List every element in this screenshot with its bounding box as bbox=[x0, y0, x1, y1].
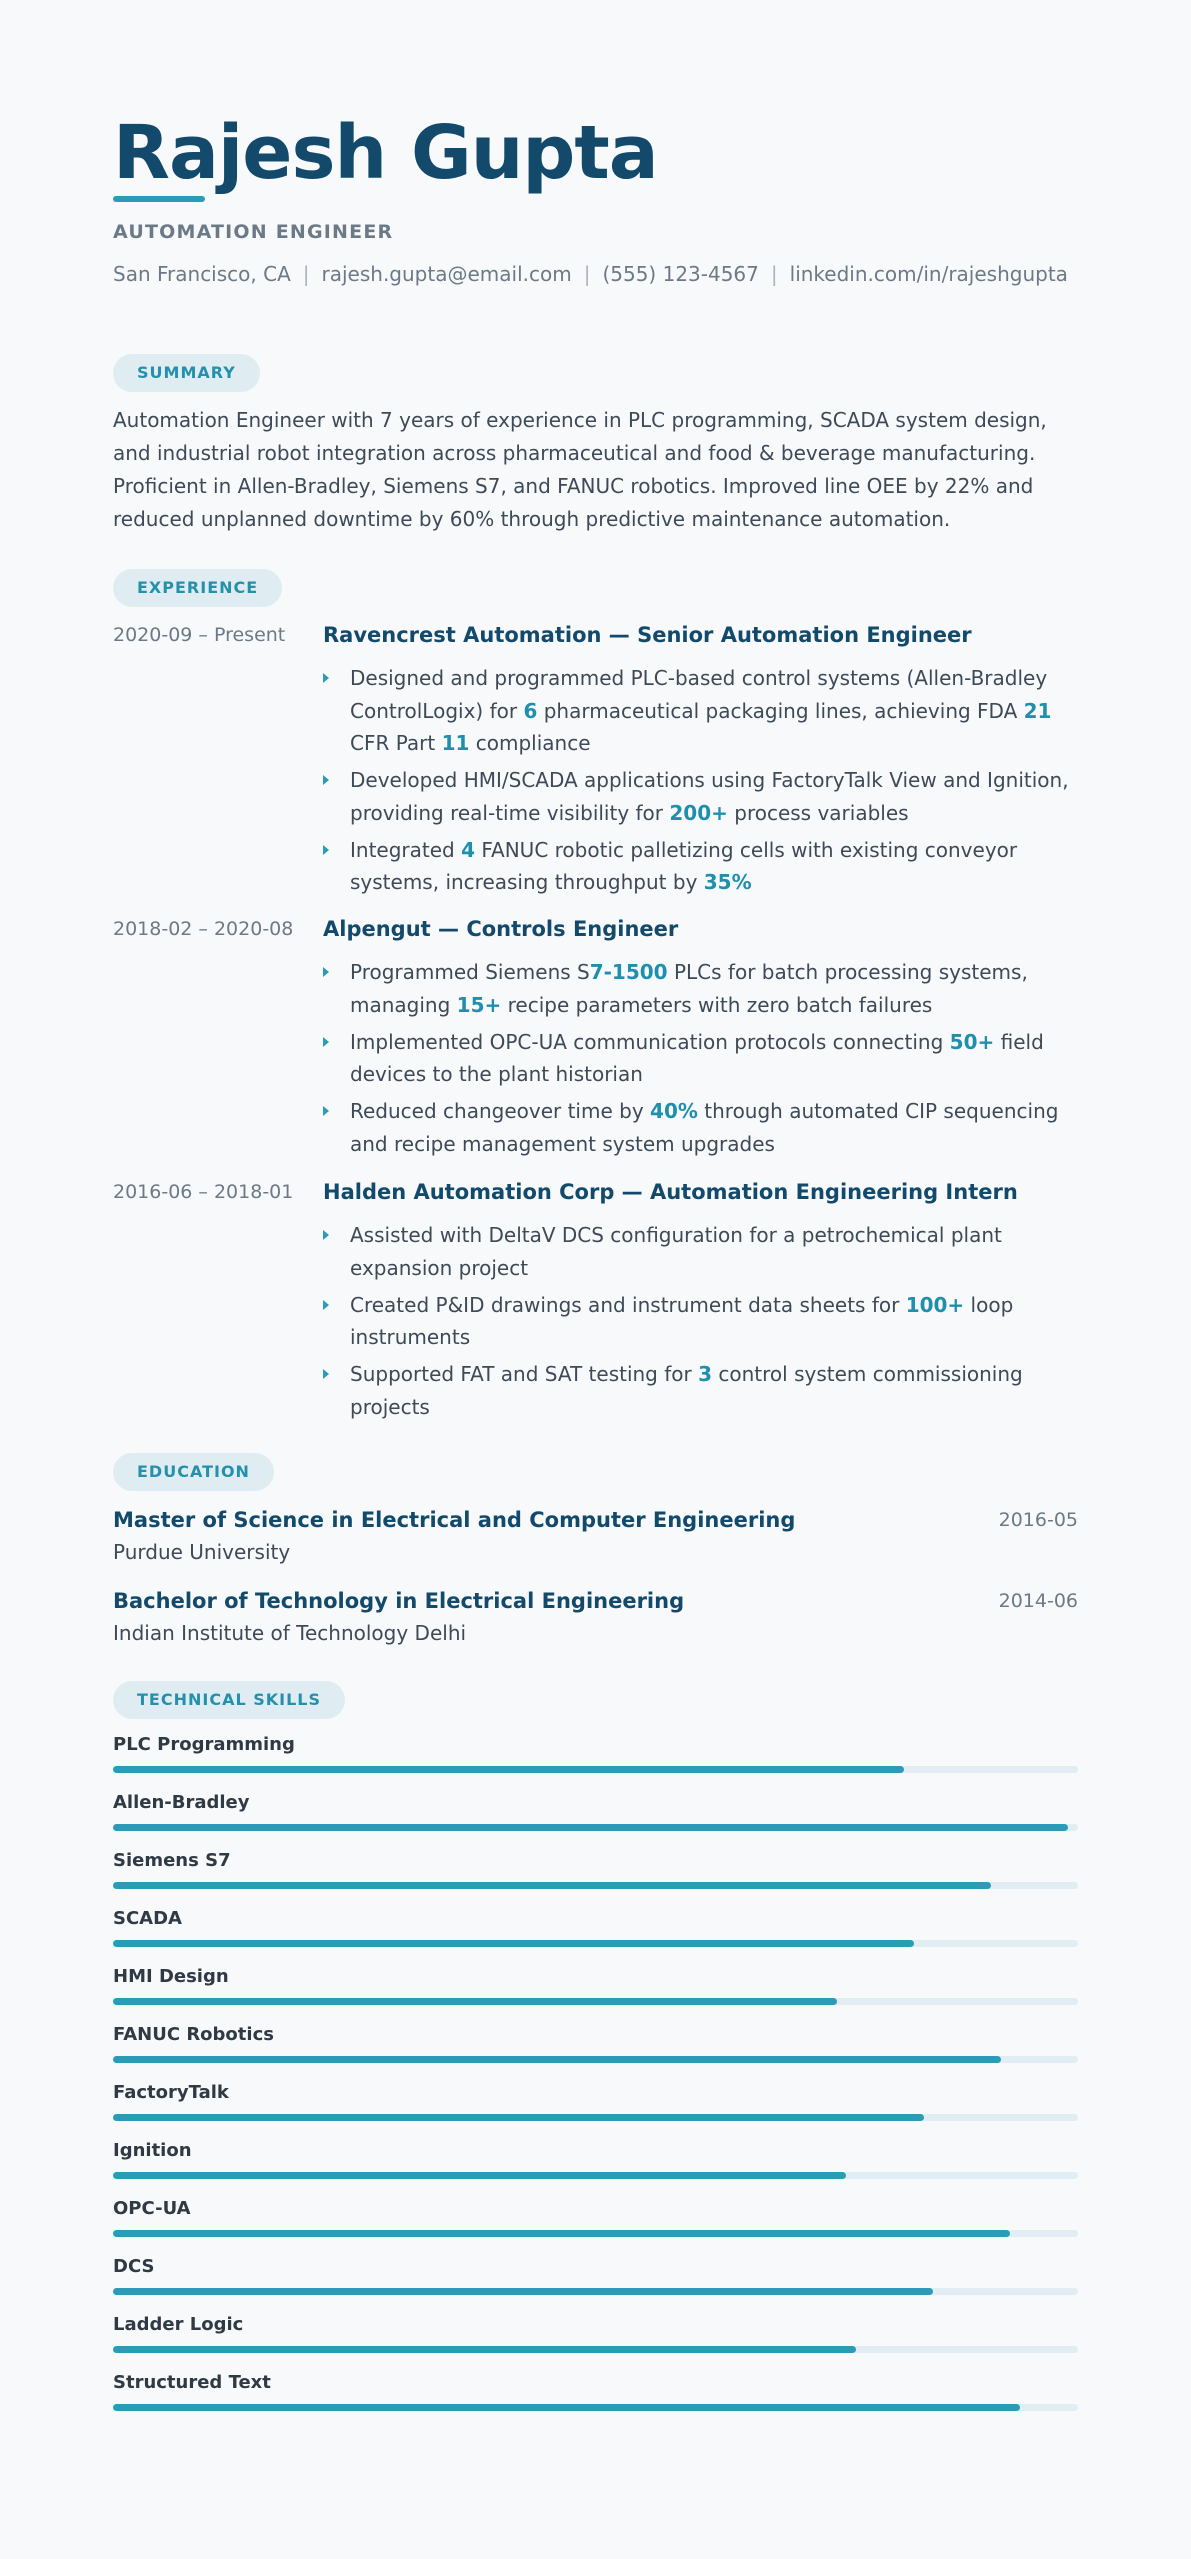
skill-level-fill bbox=[113, 1766, 904, 1773]
contact-separator: | bbox=[302, 262, 310, 286]
bullet-text: Programmed Siemens S bbox=[350, 960, 590, 984]
name-accent-bar bbox=[113, 196, 205, 202]
skill-level-track bbox=[113, 2114, 1078, 2121]
bullet-text: compliance bbox=[469, 731, 591, 755]
school-name: Indian Institute of Technology Delhi bbox=[113, 1621, 467, 1645]
skill-level-track bbox=[113, 2230, 1078, 2237]
contact-linkedin[interactable]: linkedin.com/in/rajeshgupta bbox=[789, 262, 1068, 286]
bullet-arrow-icon bbox=[323, 845, 329, 855]
graduation-date: 2014-06 bbox=[998, 1590, 1078, 1612]
degree-name: Master of Science in Electrical and Computer Engineering bbox=[113, 1508, 796, 1532]
skill-level-fill bbox=[113, 1940, 914, 1947]
candidate-name: Rajesh Gupta bbox=[113, 110, 658, 196]
bullet-text: Supported FAT and SAT testing for bbox=[350, 1362, 699, 1386]
skill-level-track bbox=[113, 2288, 1078, 2295]
highlight-metric: 21 bbox=[1023, 698, 1052, 723]
skill-name: SCADA bbox=[113, 1908, 182, 1929]
skill-row bbox=[113, 2140, 1078, 2198]
contact-separator: | bbox=[770, 262, 778, 286]
bullet-text: Integrated bbox=[350, 837, 462, 862]
job-date: 2018-02 – 2020-08 bbox=[113, 918, 294, 940]
bullet-arrow-icon bbox=[323, 775, 329, 785]
skill-name: FANUC Robotics bbox=[113, 2024, 274, 2045]
skill-name: FactoryTalk bbox=[113, 2082, 229, 2103]
skill-name: PLC Programming bbox=[113, 1734, 295, 1755]
skill-row bbox=[113, 1908, 1078, 1966]
skill-level-fill bbox=[113, 2288, 933, 2295]
job-title: AUTOMATION ENGINEER bbox=[113, 221, 394, 243]
job-bullet bbox=[323, 1289, 1078, 1354]
job-heading: Alpengut — Controls Engineer bbox=[323, 917, 679, 941]
summary-text: Automation Engineer with 7 years of experience in PLC programming, SCADA system design, and industrial robot integration across pharmaceutical and food & beverage manufacturing. Proficient in Allen-Bradley, Siemens S7, and FANUC robotics. Improved line OEE by 22% and reduced unplanned downtime by 60% through predictive maintenance automation. bbox=[113, 408, 1047, 531]
skills-list bbox=[113, 1734, 1078, 2430]
highlight-metric: 100+ bbox=[905, 1292, 965, 1317]
bullet-text: recipe parameters with zero batch failures bbox=[501, 992, 933, 1017]
job-bullet bbox=[323, 956, 1078, 1021]
bullet-text: control system commissioning projects bbox=[350, 1362, 1023, 1419]
skill-level-track bbox=[113, 1940, 1078, 1947]
job-heading: Ravencrest Automation — Senior Automation Engineer bbox=[323, 623, 972, 647]
contact-phone[interactable]: (555) 123-4567 bbox=[602, 262, 759, 286]
section-experience-heading: EXPERIENCE bbox=[113, 569, 282, 607]
section-education-heading: EDUCATION bbox=[113, 1453, 274, 1491]
skill-name: OPC-UA bbox=[113, 2198, 191, 2219]
contact-email[interactable]: rajesh.gupta@email.com bbox=[321, 262, 572, 286]
skill-row bbox=[113, 2082, 1078, 2140]
bullet-text: field devices to the plant historian bbox=[350, 1029, 1044, 1086]
highlight-metric: 15+ bbox=[456, 992, 502, 1017]
skill-level-fill bbox=[113, 2404, 1020, 2411]
job-bullet bbox=[323, 1219, 1078, 1284]
bullet-text: loop instruments bbox=[350, 1292, 1014, 1349]
skill-level-fill bbox=[113, 2346, 856, 2353]
bullet-arrow-icon bbox=[323, 1230, 329, 1240]
highlight-metric: 35% bbox=[703, 870, 752, 894]
job-heading: Halden Automation Corp — Automation Engineering Intern bbox=[323, 1180, 1018, 1204]
job-bullet bbox=[323, 764, 1078, 829]
bullet-arrow-icon bbox=[323, 1369, 329, 1379]
skill-name: Ladder Logic bbox=[113, 2314, 244, 2335]
skill-level-track bbox=[113, 2056, 1078, 2063]
bullet-text: Developed HMI/SCADA applications using FactoryTalk View and Ignition, providing real-time visibility for bbox=[350, 768, 1069, 825]
job-bullet bbox=[323, 1095, 1078, 1160]
bullet-arrow-icon bbox=[323, 967, 329, 977]
bullet-text: Implemented OPC-UA communication protocols connecting bbox=[350, 1029, 950, 1054]
skill-name: Structured Text bbox=[113, 2372, 271, 2393]
skill-level-fill bbox=[113, 2172, 846, 2179]
bullet-arrow-icon bbox=[323, 673, 329, 683]
bullet-text: through automated CIP sequencing and recipe management system upgrades bbox=[350, 1099, 1059, 1156]
job-bullet bbox=[323, 834, 1078, 899]
skill-level-track bbox=[113, 2404, 1078, 2411]
skill-level-fill bbox=[113, 2114, 924, 2121]
skill-row bbox=[113, 2024, 1078, 2082]
job-date: 2016-06 – 2018-01 bbox=[113, 1181, 294, 1203]
skill-level-fill bbox=[113, 1824, 1068, 1831]
job-bullet bbox=[323, 1026, 1078, 1091]
skill-row bbox=[113, 1850, 1078, 1908]
skill-row bbox=[113, 2372, 1078, 2430]
contact-line bbox=[113, 262, 1068, 286]
job-bullets bbox=[323, 956, 1078, 1165]
highlight-metric: 4 bbox=[461, 837, 476, 862]
skill-level-track bbox=[113, 1882, 1078, 1889]
highlight-metric: 6 bbox=[523, 698, 538, 723]
skill-level-fill bbox=[113, 2230, 1010, 2237]
bullet-text: CFR Part bbox=[350, 731, 442, 755]
contact-separator: | bbox=[583, 262, 591, 286]
skill-level-fill bbox=[113, 1998, 837, 2005]
skill-row bbox=[113, 2198, 1078, 2256]
skill-level-track bbox=[113, 2346, 1078, 2353]
skill-level-track bbox=[113, 1766, 1078, 1773]
contact-location: San Francisco, CA bbox=[113, 262, 291, 286]
highlight-metric: 200+ bbox=[669, 800, 728, 825]
degree-name: Bachelor of Technology in Electrical Engineering bbox=[113, 1589, 685, 1613]
bullet-text: Designed and programmed PLC-based control systems (Allen-Bradley ControlLogix) for bbox=[350, 666, 1048, 723]
skill-level-track bbox=[113, 2172, 1078, 2179]
graduation-date: 2016-05 bbox=[998, 1509, 1078, 1531]
bullet-text: Reduced changeover time by bbox=[350, 1099, 651, 1123]
job-bullets bbox=[323, 1219, 1078, 1428]
skill-name: Allen-Bradley bbox=[113, 1792, 250, 1813]
skill-row bbox=[113, 2256, 1078, 2314]
highlight-metric: 3 bbox=[698, 1362, 713, 1386]
bullet-text: pharmaceutical packaging lines, achieving FDA bbox=[537, 698, 1024, 723]
bullet-arrow-icon bbox=[323, 1106, 329, 1116]
bullet-text: Assisted with DeltaV DCS configuration for a petrochemical plant expansion project bbox=[350, 1223, 1002, 1280]
skill-row bbox=[113, 1966, 1078, 2024]
bullet-arrow-icon bbox=[323, 1300, 329, 1310]
job-bullet bbox=[323, 662, 1078, 760]
highlight-metric: 7-1500 bbox=[589, 960, 668, 984]
bullet-text: FANUC robotic palletizing cells with existing conveyor systems, increasing throughput by bbox=[350, 837, 1018, 894]
skill-name: DCS bbox=[113, 2256, 155, 2277]
highlight-metric: 50+ bbox=[949, 1029, 995, 1054]
bullet-text: Created P&ID drawings and instrument data sheets for bbox=[350, 1292, 906, 1317]
skill-name: HMI Design bbox=[113, 1966, 229, 1987]
highlight-metric: 40% bbox=[650, 1099, 698, 1123]
bullet-text: PLCs for batch processing systems, managing bbox=[350, 960, 1028, 1017]
skill-row bbox=[113, 1792, 1078, 1850]
section-summary-heading: SUMMARY bbox=[113, 354, 260, 392]
skill-row bbox=[113, 1734, 1078, 1792]
skill-level-track bbox=[113, 1824, 1078, 1831]
skill-name: Ignition bbox=[113, 2140, 192, 2161]
school-name: Purdue University bbox=[113, 1540, 291, 1564]
job-bullets bbox=[323, 662, 1078, 903]
section-skills-heading: TECHNICAL SKILLS bbox=[113, 1681, 345, 1719]
highlight-metric: 11 bbox=[441, 731, 470, 755]
bullet-text: process variables bbox=[727, 800, 909, 825]
bullet-arrow-icon bbox=[323, 1037, 329, 1047]
skill-level-fill bbox=[113, 1882, 991, 1889]
skill-level-track bbox=[113, 1998, 1078, 2005]
skill-name: Siemens S7 bbox=[113, 1850, 231, 1871]
job-date: 2020-09 – Present bbox=[113, 624, 286, 646]
skill-row bbox=[113, 2314, 1078, 2372]
job-bullet bbox=[323, 1358, 1078, 1423]
skill-level-fill bbox=[113, 2056, 1001, 2063]
